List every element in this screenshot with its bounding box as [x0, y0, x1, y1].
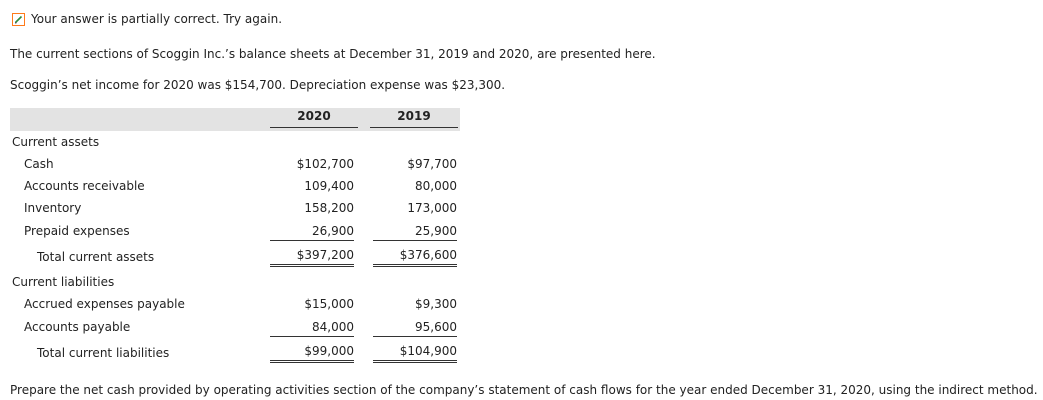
intro-line-2: Scoggin’s net income for 2020 was $154,700. Depreciation expense was $23,300. — [10, 78, 506, 92]
cell-2019: 25,900 — [373, 224, 457, 241]
cell-2020: 109,400 — [304, 179, 354, 193]
cell-2020: 158,200 — [304, 201, 354, 215]
status-message — [12, 12, 282, 26]
row-label: Cash — [24, 157, 54, 171]
cell-2020: 84,000 — [270, 320, 354, 337]
total-2020: $99,000 — [270, 344, 354, 363]
total-2019: $376,600 — [373, 248, 457, 267]
instruction-text: Prepare the net cash provided by operating activities section of the company’s statement of cash flows for the year ended December 31, 2020, using the indirect method. — [10, 383, 1038, 397]
row-label: Accrued expenses payable — [24, 297, 185, 311]
total-label: Total current assets — [37, 250, 155, 264]
row-label: Accounts payable — [24, 320, 131, 334]
intro-line-1: The current sections of Scoggin Inc.’s balance sheets at December 31, 2019 and 2020, are presented here. — [10, 47, 656, 61]
status-text: Your answer is partially correct. Try again. — [31, 12, 283, 26]
cell-2020: 26,900 — [270, 224, 354, 241]
total-label: Total current liabilities — [37, 346, 170, 360]
cell-2020: $15,000 — [304, 297, 354, 311]
cell-2019: $9,300 — [415, 297, 457, 311]
cell-2019: 80,000 — [415, 179, 457, 193]
column-header-2020: 2020 — [270, 109, 358, 128]
cell-2019: $97,700 — [407, 157, 457, 171]
pencil-edit-icon — [12, 13, 25, 26]
column-header-2019: 2019 — [370, 109, 458, 128]
row-label: Inventory — [24, 201, 82, 215]
cell-2019: 95,600 — [373, 320, 457, 337]
row-label: Prepaid expenses — [24, 224, 130, 238]
cell-2019: 173,000 — [407, 201, 457, 215]
cell-2020: $102,700 — [296, 157, 354, 171]
section-heading-current-liabilities: Current liabilities — [12, 275, 115, 289]
section-heading-current-assets: Current assets — [12, 135, 100, 149]
total-2019: $104,900 — [373, 344, 457, 363]
row-label: Accounts receivable — [24, 179, 145, 193]
total-2020: $397,200 — [270, 248, 354, 267]
